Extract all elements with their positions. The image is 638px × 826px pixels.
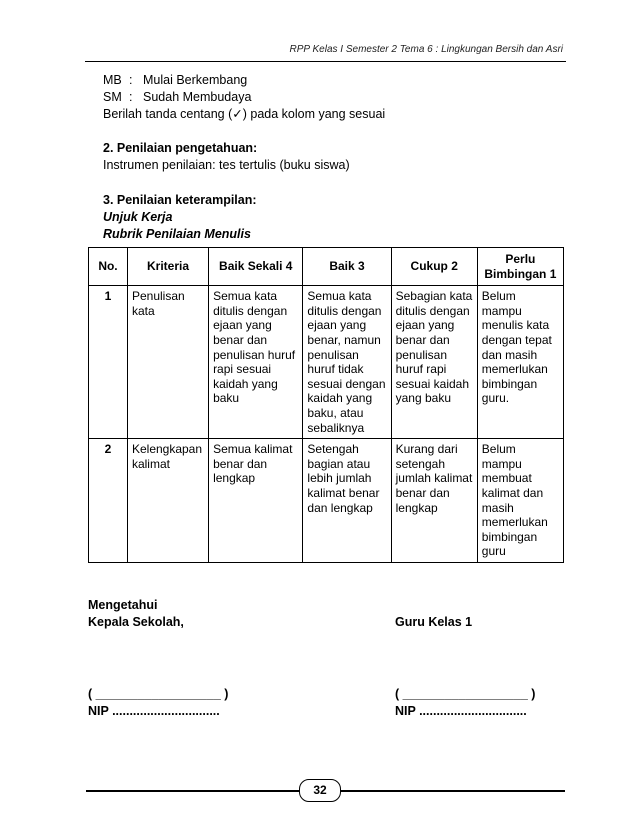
- section-title: 3. Penilaian keterampilan:: [103, 193, 257, 207]
- table-cell: Belum mampu membuat kalimat dan masih memerlukan bimbingan guru: [477, 439, 563, 563]
- column-header: Baik Sekali 4: [209, 248, 303, 286]
- section-subtitle: Rubrik Penilaian Menulis: [103, 227, 251, 241]
- mengetahui-label: Mengetahui: [88, 598, 158, 612]
- teacher-role: Guru Kelas 1: [395, 615, 473, 629]
- page-number: 32: [299, 779, 341, 802]
- legend-desc: Mulai Berkembang: [143, 73, 248, 87]
- table-cell: Sebagian kata ditulis dengan ejaan yang benar dan penulisan huruf rapi sesuai kaidah yang baku: [391, 286, 477, 439]
- legend-colon: :: [129, 73, 133, 87]
- teacher-name-line: ( __________________ ): [395, 687, 536, 701]
- column-header: Baik 3: [303, 248, 391, 286]
- column-header: No.: [89, 248, 128, 286]
- principal-nip: NIP ...............................: [88, 704, 220, 718]
- table-cell: Belum mampu menulis kata dengan tepat dan masih memerlukan bimbingan guru.: [477, 286, 563, 439]
- legend-row-sm: [103, 89, 385, 106]
- column-header: Cukup 2: [391, 248, 477, 286]
- table-cell: Kelengkapan kalimat: [127, 439, 208, 563]
- running-header: RPP Kelas I Semester 2 Tema 6 : Lingkungan Bersih dan Asri: [289, 44, 563, 55]
- table-cell: 2: [89, 439, 128, 563]
- section-text: Instrumen penilaian: tes tertulis (buku siswa): [103, 158, 350, 172]
- table-header-row: [89, 248, 564, 286]
- legend-code: MB: [103, 73, 122, 87]
- teacher-nip: NIP ...............................: [395, 704, 527, 718]
- column-header: Kriteria: [127, 248, 208, 286]
- legend-row-mb: [103, 72, 385, 89]
- table-cell: Semua kalimat benar dan lengkap: [209, 439, 303, 563]
- rubric-table: [88, 247, 564, 563]
- table-cell: Setengah bagian atau lebih jumlah kalimat benar dan lengkap: [303, 439, 391, 563]
- table-cell: Kurang dari setengah jumlah kalimat benar dan lengkap: [391, 439, 477, 563]
- header-rule: [85, 61, 566, 62]
- section-subtitle: Unjuk Kerja: [103, 210, 173, 224]
- footer-rule-left: [86, 790, 299, 792]
- section-title: 2. Penilaian pengetahuan:: [103, 141, 258, 155]
- legend-code: SM: [103, 90, 122, 104]
- table-cell: Penulisan kata: [127, 286, 208, 439]
- principal-name-line: ( __________________ ): [88, 687, 229, 701]
- section-pengetahuan: [103, 140, 350, 174]
- legend-desc: Sudah Membudaya: [143, 90, 252, 104]
- table-cell: 1: [89, 286, 128, 439]
- instruction-text: Berilah tanda centang (✓) pada kolom yang sesuai: [103, 107, 386, 121]
- table-row: [89, 286, 564, 439]
- legend-colon: :: [129, 90, 133, 104]
- principal-role: Kepala Sekolah,: [88, 615, 184, 629]
- table-row: [89, 439, 564, 563]
- table-cell: Semua kata ditulis dengan ejaan yang benar dan penulisan huruf rapi sesuai kaidah yang baku: [209, 286, 303, 439]
- column-header: Perlu Bimbingan 1: [477, 248, 563, 286]
- section-keterampilan: [103, 192, 257, 243]
- legend: [103, 72, 385, 123]
- footer-rule-right: [339, 790, 565, 792]
- table-cell: Semua kata ditulis dengan ejaan yang benar, namun penulisan huruf tidak sesuai dengan kaidah yang baku, atau sebaliknya: [303, 286, 391, 439]
